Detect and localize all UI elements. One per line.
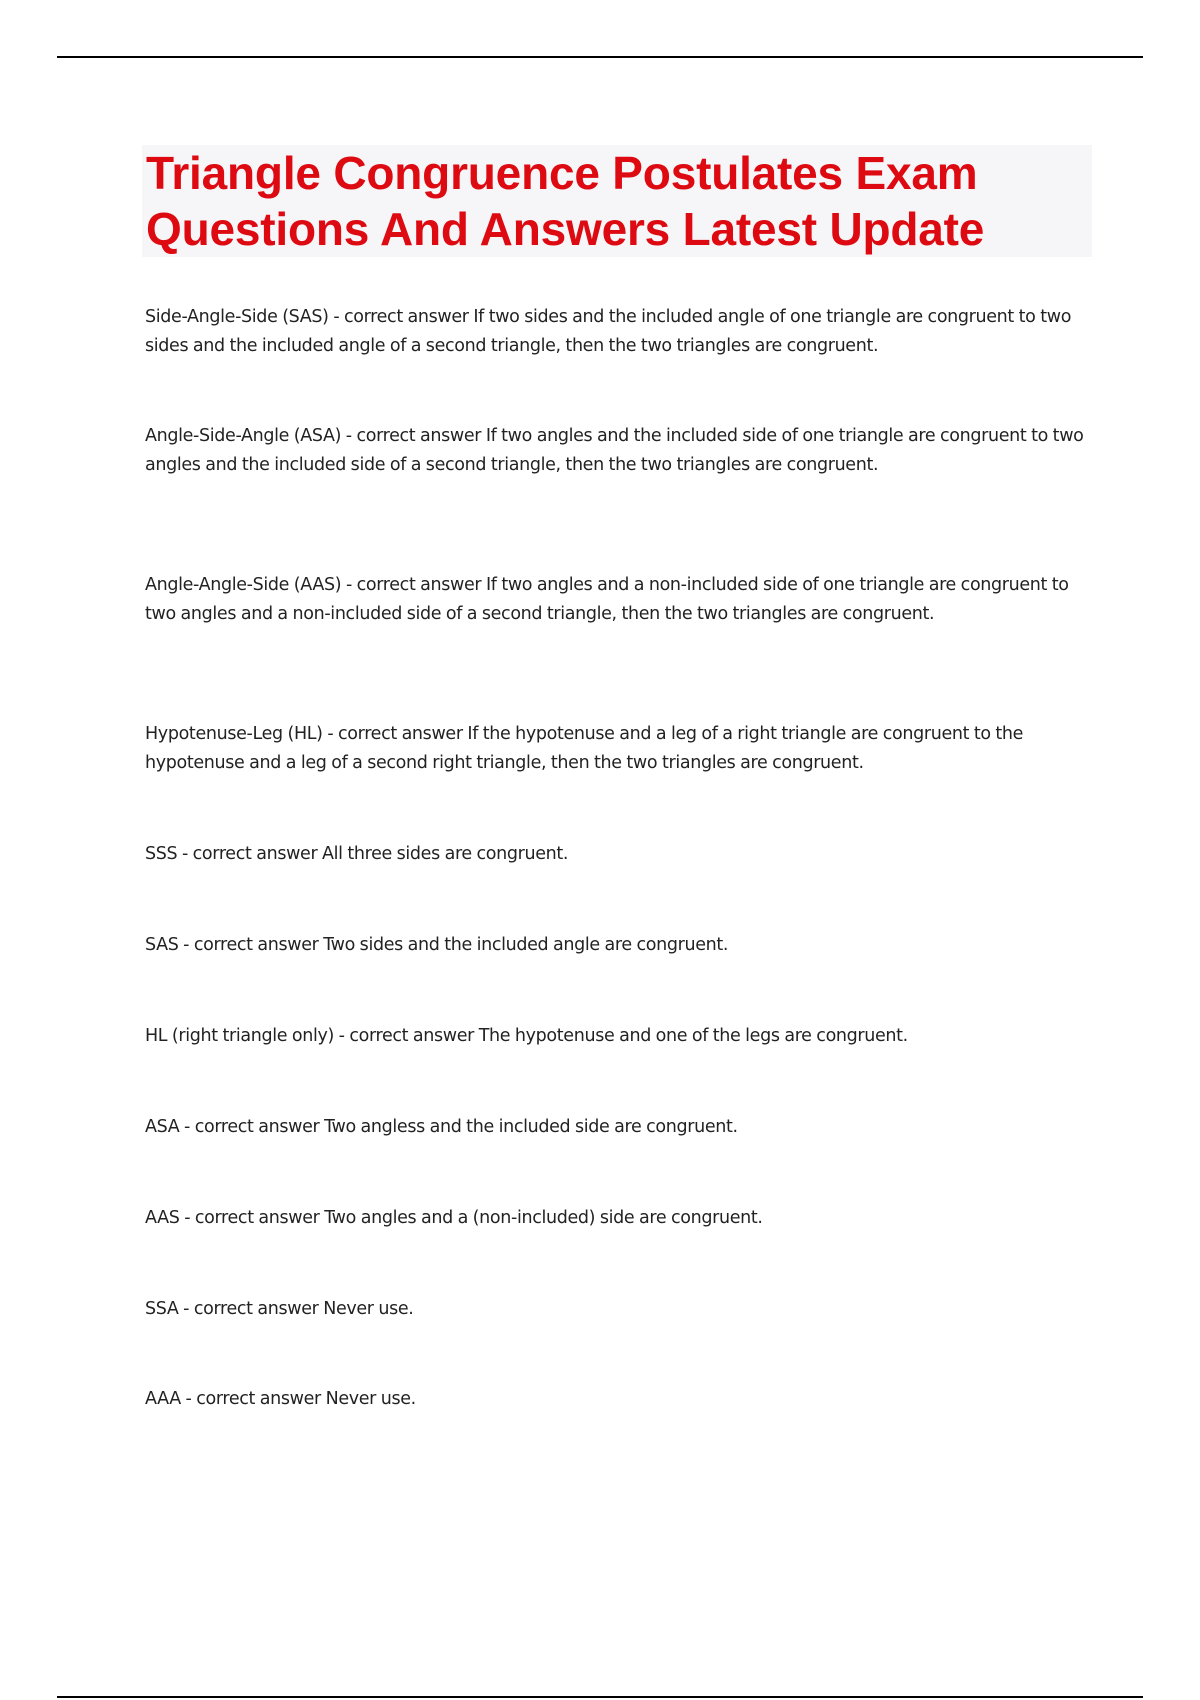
top-rule bbox=[57, 56, 1143, 58]
title-box bbox=[142, 145, 1092, 257]
qa-item: SAS - correct answer Two sides and the included angle are congruent. bbox=[145, 935, 729, 955]
qa-item: Hypotenuse-Leg (HL) - correct answer If the hypotenuse and a leg of a right triangle are congruent to the hypotenuse and a leg of a second right triangle, then the two triangles are congruent. bbox=[145, 724, 1024, 773]
qa-item: Angle-Side-Angle (ASA) - correct answer If two angles and the included side of one triangle are congruent to two angles and the included side of a second triangle, then the two triangles are congruent. bbox=[145, 426, 1084, 475]
qa-item: SSA - correct answer Never use. bbox=[145, 1299, 414, 1319]
bottom-rule bbox=[57, 1696, 1143, 1698]
qa-item: AAS - correct answer Two angles and a (non-included) side are congruent. bbox=[145, 1208, 763, 1228]
qa-item: SSS - correct answer All three sides are congruent. bbox=[145, 844, 569, 864]
qa-item: ASA - correct answer Two angless and the included side are congruent. bbox=[145, 1117, 738, 1137]
qa-item: AAA - correct answer Never use. bbox=[145, 1389, 416, 1409]
qa-item: Angle-Angle-Side (AAS) - correct answer If two angles and a non-included side of one triangle are congruent to two angles and a non-included side of a second triangle, then the two triangles are congruent. bbox=[145, 575, 1069, 624]
qa-item: HL (right triangle only) - correct answer The hypotenuse and one of the legs are congruent. bbox=[145, 1026, 908, 1046]
document-title: Triangle Congruence Postulates Exam Questions And Answers Latest Update bbox=[146, 147, 985, 255]
qa-item: Side-Angle-Side (SAS) - correct answer If two sides and the included angle of one triangle are congruent to two sides and the included angle of a second triangle, then the two triangles are congruent. bbox=[145, 307, 1072, 356]
